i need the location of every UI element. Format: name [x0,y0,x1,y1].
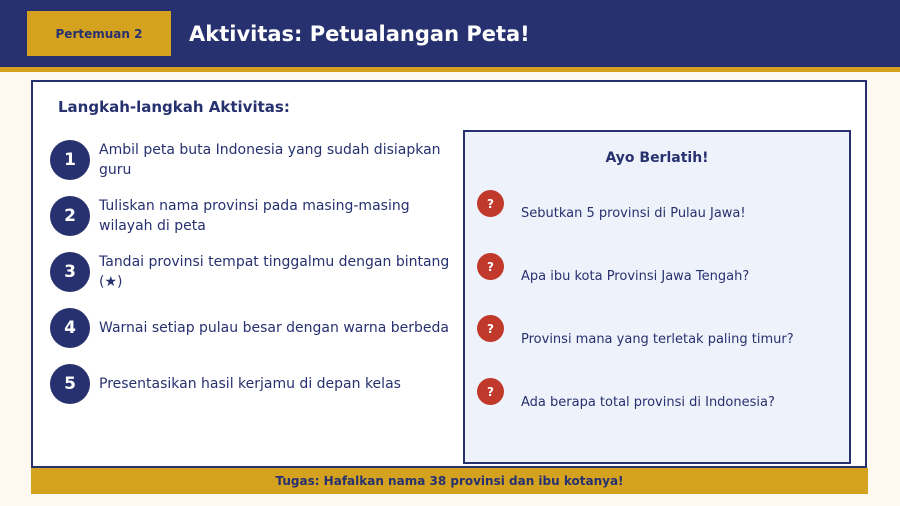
question-text: Provinsi mana yang terletak paling timur? [521,332,794,347]
question-mark-icon: ? [477,378,504,405]
step-number-badge: 5 [50,364,90,404]
step-text: Tandai provinsi tempat tinggalmu dengan bintang (★) [99,254,450,290]
question-text: Apa ibu kota Provinsi Jawa Tengah? [521,269,750,284]
step-text: Warnai setiap pulau besar dengan warna berbeda [99,320,449,336]
step-text: Ambil peta buta Indonesia yang sudah disiapkan guru [99,142,441,178]
question-text: Ada berapa total provinsi di Indonesia? [521,395,775,410]
step-text: Presentasikan hasil kerjamu di depan kelas [99,376,401,392]
step-number-badge: 2 [50,196,90,236]
session-badge: Pertemuan 2 [27,11,171,56]
assignment-banner: Tugas: Hafalkan nama 38 provinsi dan ibu kotanya! [31,468,868,494]
page-title: Aktivitas: Petualangan Peta! [189,21,530,46]
steps-heading: Langkah-langkah Aktivitas: [58,98,290,116]
step-text: Tuliskan nama provinsi pada masing-masing wilayah di peta [99,198,410,234]
question-text: Sebutkan 5 provinsi di Pulau Jawa! [521,206,746,221]
step-item [50,308,460,348]
step-number-badge: 4 [50,308,90,348]
question-mark-icon: ? [477,190,504,217]
step-item [50,140,460,180]
step-item [50,364,460,404]
question-mark-icon: ? [477,253,504,280]
step-number-badge: 1 [50,140,90,180]
step-item [50,196,460,236]
practice-title: Ayo Berlatih! [605,150,709,166]
header-accent-stripe [0,67,900,72]
step-number-badge: 3 [50,252,90,292]
practice-panel [463,130,851,464]
question-mark-icon: ? [477,315,504,342]
step-item [50,252,460,292]
